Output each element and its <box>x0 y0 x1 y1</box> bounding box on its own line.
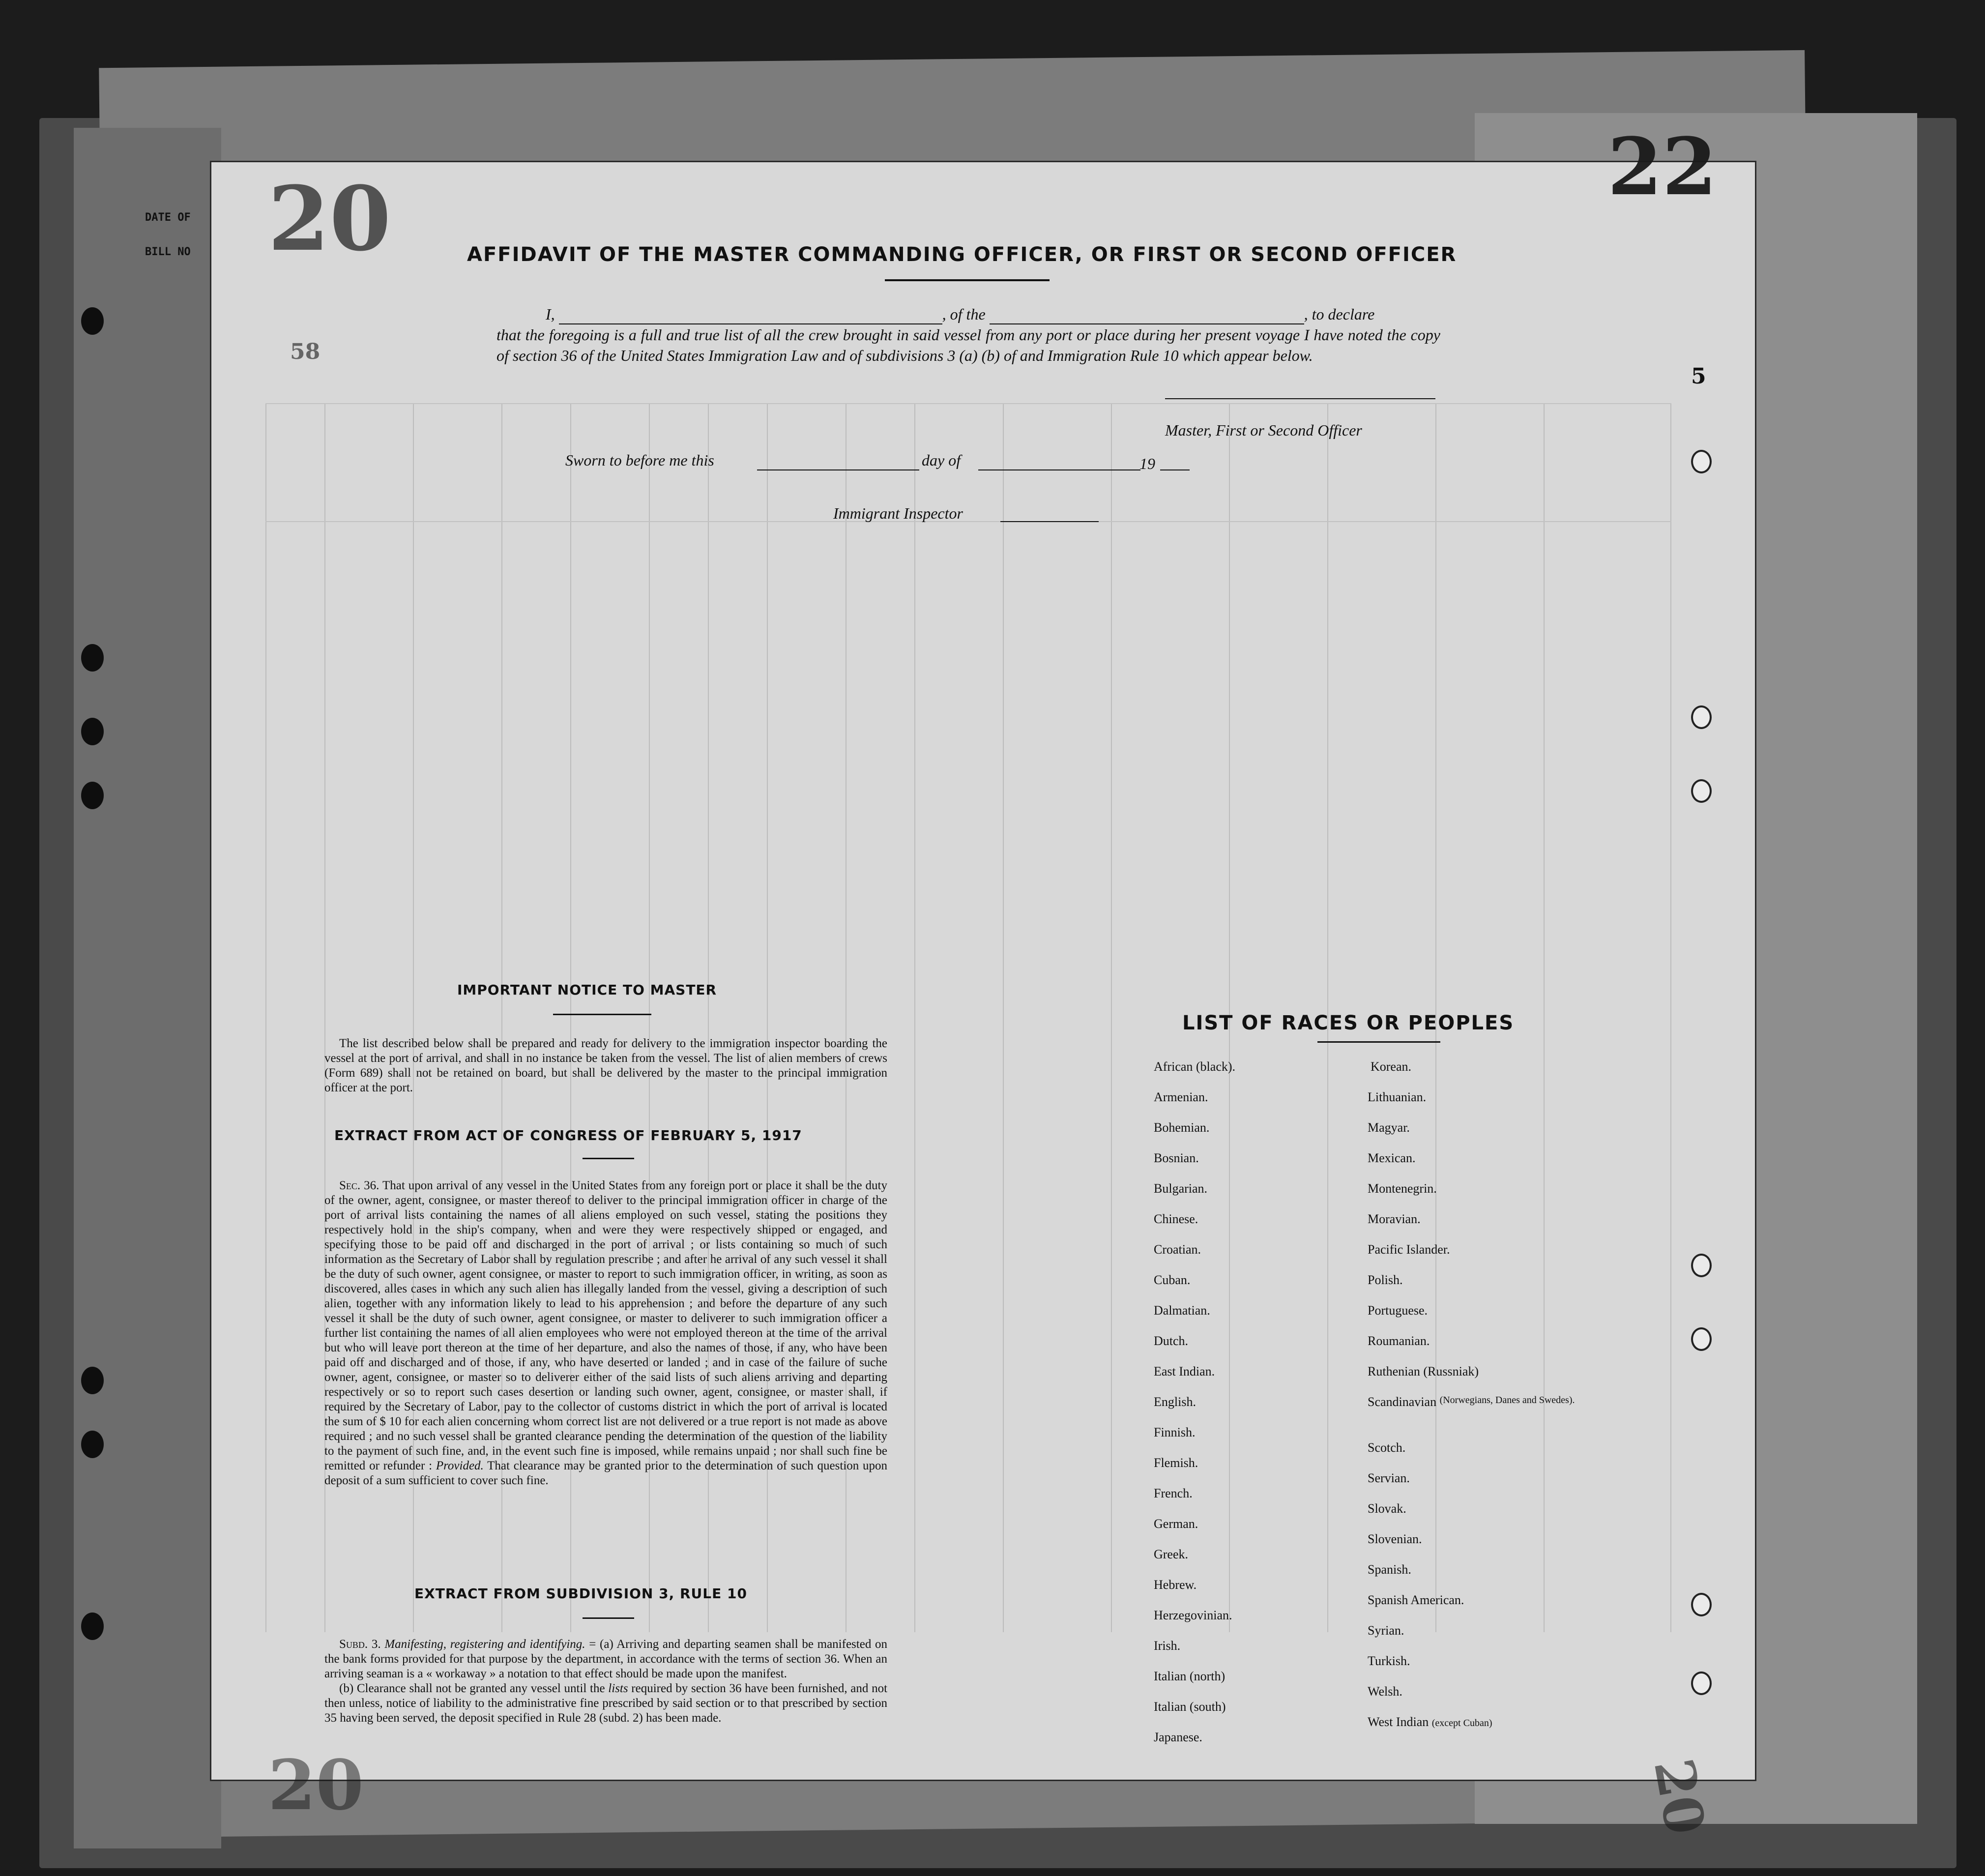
race-item: Italian (south) <box>1154 1700 1226 1714</box>
race-item: Montenegrin. <box>1368 1181 1437 1196</box>
race-item <box>1368 1395 1607 1409</box>
race-item: Bosnian. <box>1154 1151 1199 1165</box>
race-item: Slovak. <box>1368 1501 1406 1516</box>
race-item: Chinese. <box>1154 1212 1198 1226</box>
of-the-label: , of the <box>942 305 986 323</box>
race-item: Lithuanian. <box>1368 1090 1427 1104</box>
race-item: Scotch. <box>1368 1440 1406 1455</box>
binder-hole <box>81 1431 104 1458</box>
i-label: I, <box>546 305 555 323</box>
para-b <box>324 1681 887 1726</box>
race-item: Croatian. <box>1154 1242 1201 1257</box>
notice-heading: IMPORTANT NOTICE TO MASTER <box>457 982 717 998</box>
race-scandinavian-note: (Norwegians, Danes and Swedes). <box>1439 1395 1575 1406</box>
race-item: African (black). <box>1154 1059 1236 1074</box>
inspector-label: Immigrant Inspector <box>833 504 963 522</box>
binder-hole <box>81 1612 104 1640</box>
race-item: Armenian. <box>1154 1090 1208 1104</box>
race-item: Turkish. <box>1368 1654 1410 1668</box>
notice-rule <box>553 1014 651 1015</box>
race-item: Pacific Islander. <box>1368 1242 1450 1257</box>
date-label: DATE OF <box>145 211 191 224</box>
race-item: East Indian. <box>1154 1364 1215 1378</box>
month-blank[interactable] <box>978 469 1140 470</box>
bill-label: BILL NO <box>145 246 191 258</box>
race-item: Ruthenian (Russniak) <box>1368 1364 1479 1378</box>
binder-hole <box>81 718 104 745</box>
race-item: Greek. <box>1154 1547 1189 1561</box>
race-item: German. <box>1154 1517 1198 1531</box>
race-scandinavian: Scandinavian <box>1368 1395 1437 1409</box>
day-of-label: day of <box>922 451 961 469</box>
left-margin-strip <box>74 128 221 1848</box>
race-item: Bohemian. <box>1154 1120 1210 1135</box>
race-item: Korean. <box>1371 1059 1412 1074</box>
affidavit-text: that the foregoing is a full and true list of all the crew brought in said vessel from any port or place during her present voyage I have noted the copy of section 36 of the United States Immigration Law and of subdivisions 3 (a) (b) of and Immigration Rule 10 which appear below. <box>496 326 1440 364</box>
sec-label: Sec. 36. <box>339 1179 379 1192</box>
race-item: Spanish American. <box>1368 1593 1464 1607</box>
affidavit-title: AFFIDAVIT OF THE MASTER COMMANDING OFFICER, OR FIRST OR SECOND OFFICER <box>467 243 1457 266</box>
race-item: Japanese. <box>1154 1730 1202 1744</box>
rule-heading: EXTRACT FROM SUBDIVISION 3, RULE 10 <box>414 1585 747 1602</box>
para-a: = (a) Arriving and departing seamen shall be manifested on the bank forms provided for that purpose by the department, in accordance with the terms of section 36. When an arriving seaman is a « workaway » a notation to that effect should be made upon the manifest. <box>324 1638 888 1680</box>
race-item: Italian (north) <box>1154 1669 1226 1683</box>
sworn-label: Sworn to before me this <box>565 451 714 469</box>
corner-number: 20 <box>1641 1754 1718 1840</box>
race-item: Finnish. <box>1154 1425 1196 1439</box>
affidavit-body <box>496 304 1440 366</box>
races-heading: LIST OF RACES OR PEOPLES <box>1182 1012 1515 1034</box>
title-rule <box>885 279 1050 281</box>
race-item: Irish. <box>1154 1639 1181 1653</box>
ring-hole <box>1691 1593 1712 1616</box>
ring-hole <box>1691 1327 1712 1351</box>
race-item: Welsh. <box>1368 1684 1402 1699</box>
race-item: Servian. <box>1368 1471 1410 1485</box>
race-item: Mexican. <box>1368 1151 1416 1165</box>
rule-text <box>324 1637 887 1726</box>
page-number-top-right: 22 <box>1607 120 1717 213</box>
page-number-top-left: 20 <box>268 167 391 271</box>
affidavit-first-line <box>496 304 1440 324</box>
race-item: Herzegovinian. <box>1154 1608 1232 1622</box>
rule-rule <box>583 1617 634 1619</box>
race-item: Slovenian. <box>1368 1532 1422 1546</box>
races-rule <box>1317 1041 1440 1043</box>
para-b-post: required by section 36 have been furnished, and not then unless, notice of liability to the administrative fine prescribed by said section or to that prescribed by section 35 having been served, the deposit specified in Rule 28 (subd. 2) has been made. <box>324 1682 888 1725</box>
ghost-number: 58 <box>290 339 321 364</box>
ring-hole <box>1691 1254 1712 1277</box>
race-item: Bulgarian. <box>1154 1181 1208 1196</box>
race-item: Flemish. <box>1154 1456 1198 1470</box>
binder-hole <box>81 644 104 672</box>
race-west-indian-note: (except Cuban) <box>1431 1718 1492 1729</box>
officer-label: Master, First or Second Officer <box>1165 421 1362 439</box>
race-item: Syrian. <box>1368 1623 1404 1638</box>
race-item: Dutch. <box>1154 1334 1189 1348</box>
act-heading: EXTRACT FROM ACT OF CONGRESS OF FEBRUARY 5, 1917 <box>334 1127 802 1143</box>
officer-signature-line[interactable] <box>1165 398 1435 399</box>
binder-hole <box>81 1367 104 1394</box>
race-west-indian: West Indian <box>1368 1715 1429 1729</box>
race-item: Spanish. <box>1368 1562 1411 1577</box>
page-number-bottom-left: 20 <box>268 1745 364 1826</box>
para-b-lists: lists <box>608 1682 628 1695</box>
sworn-day-blank[interactable] <box>757 469 919 470</box>
race-item: Roumanian. <box>1368 1334 1430 1348</box>
act-body-end: That clearance may be granted prior to the determination of such question upon deposit of a sum sufficient to cover such fine. <box>324 1459 887 1487</box>
to-declare-label: , to declare <box>1304 305 1375 323</box>
race-item: English. <box>1154 1395 1196 1409</box>
binder-hole <box>81 307 104 335</box>
race-item: Polish. <box>1368 1273 1403 1287</box>
year-prefix: 19 <box>1139 455 1155 472</box>
binder-hole <box>81 782 104 809</box>
para-b-pre: (b) Clearance shall not be granted any vessel until the <box>339 1682 605 1695</box>
race-item <box>1368 1715 1492 1729</box>
race-item: Magyar. <box>1368 1120 1410 1135</box>
race-item: Hebrew. <box>1154 1578 1197 1592</box>
race-item: Dalmatian. <box>1154 1303 1210 1318</box>
race-item: Moravian. <box>1368 1212 1421 1226</box>
race-item: French. <box>1154 1486 1193 1500</box>
provided-word: Provided. <box>436 1459 484 1472</box>
ring-hole <box>1691 1671 1712 1695</box>
notice-text: The list described below shall be prepared and ready for delivery to the immigration inspector boarding the vessel at the port of arrival, and shall in no instance be taken from the vessel. The list of alien members of crews (Form 689) shall not be retained on board, but shall be delivered by the master to the principal immigration officer at the port. <box>324 1037 887 1094</box>
act-rule <box>583 1158 634 1159</box>
race-item: Cuban. <box>1154 1273 1191 1287</box>
ring-hole <box>1691 779 1712 803</box>
race-item: Portuguese. <box>1368 1303 1428 1318</box>
ring-hole <box>1691 705 1712 729</box>
act-body: That upon arrival of any vessel in the United States from any foreign port or place it shall be the duty of the owner, agent, consignee, or master thereof to deliver to the principal immigration officer in charge of the port of arrival lists containing the names of all aliens employed on such vessel, stating the positions they respectively hold in the ship's company, when and were they were respectively shipped or engaged, and specifying those to be paid off and discharged in the port of arrival ; or lists containing so much of such information as the Secretary of Labor shall by regulation prescribe ; and after he arrival of any such vessel it shall be the duty of such owner, agent consignee, or master to report to such immigration officer, in writing, as soon as discovered, alles cases in which any such alien has illegally landed from the vessel, giving a description of such alien, together with any information likely to lead to his apprehension ; and before the departure of any such vessel it shall be the duty of such owner, agent consignee, or master to deliverer to such immigration officer a further list containing the names of all alien employees who were not employed thereon at the time of the arrival but who will leave port thereon at the time of her departure, and also the names of those, if any, who have been paid off and discharged and of those, if any, who have deserted or landed ; and in case of the failure of suche owner, agent, consignee, or master so to deliverer either of the said lists of such aliens arriving and departing respectively or so to report such cases desertion or landing such owner, agent, consignee, or master shall, if required by the Secretary of Labor, pay to the collector of customs district in which the port of arrival is located the sum of $ 10 for each alien concerning whom correct list are not delivered or a true report is not made as above required ; and no such vessel shall be granted clearance pending the determination of the question of the liability to the payment of such fine, and, in the event such fine is imposed, while remains unpaid ; nor shall such fine be remitted or refunder : <box>324 1179 887 1472</box>
ring-hole <box>1691 450 1712 473</box>
page-mark: 5 <box>1691 364 1706 389</box>
year-blank[interactable] <box>1160 469 1190 470</box>
act-text <box>324 1178 887 1488</box>
subd-title: Manifesting, registering and identifying. <box>384 1638 585 1651</box>
subd-label: Subd. 3. <box>339 1638 381 1651</box>
inspector-signature-line[interactable] <box>1000 521 1099 522</box>
